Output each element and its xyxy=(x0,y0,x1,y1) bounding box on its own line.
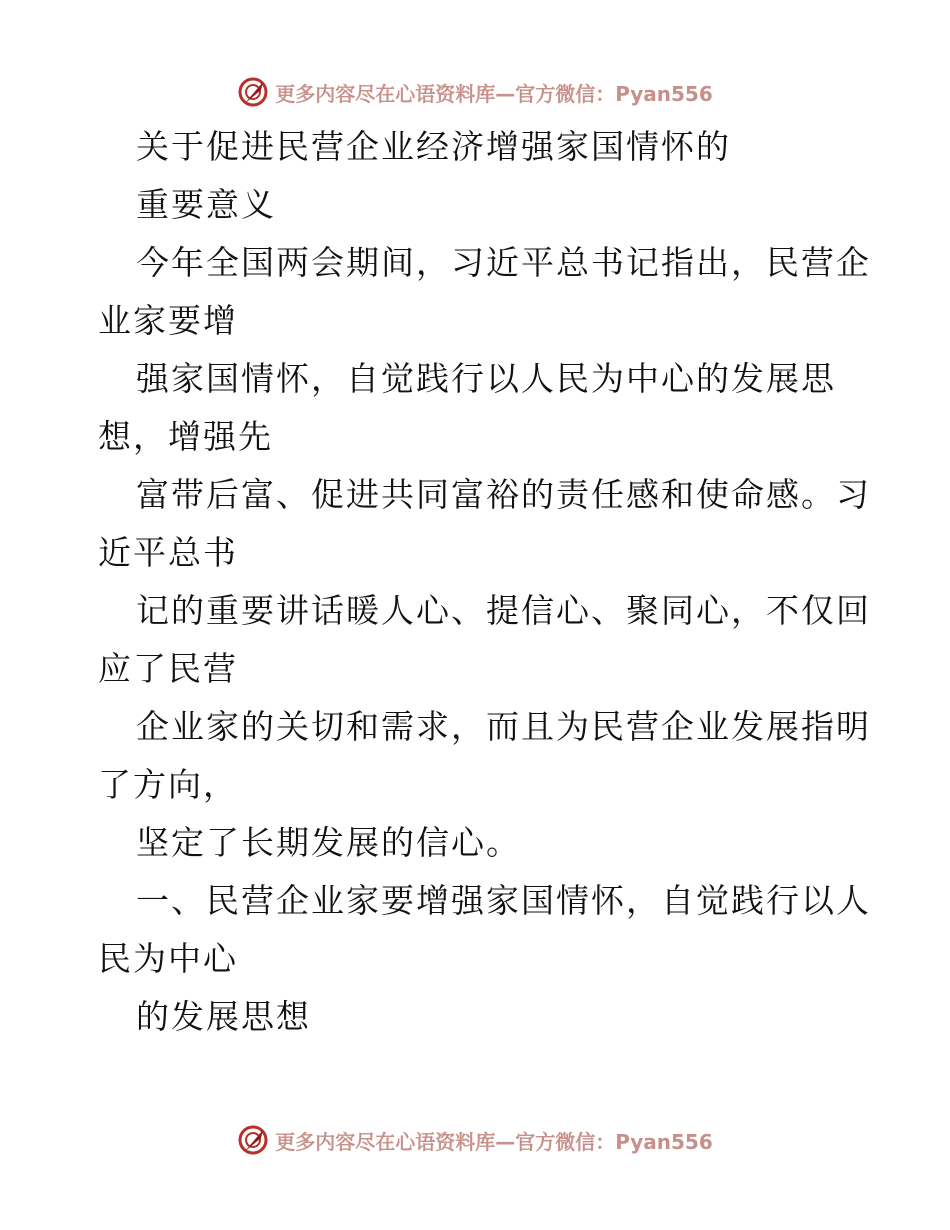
header-banner-text: 更多内容尽在心语资料库—官方微信：Pyan556 xyxy=(275,81,713,106)
text-line: 记的重要讲话暖人心、提信心、聚同心，不仅回 xyxy=(136,591,871,630)
text-line: 今年全国两会期间，习近平总书记指出，民营企 xyxy=(136,243,871,282)
text-line: 关于促进民营企业经济增强家国情怀的 xyxy=(136,127,731,166)
quill-logo-icon xyxy=(237,1124,269,1156)
text-line: 了方向， xyxy=(98,765,238,804)
text-line: 应了民营 xyxy=(98,649,238,688)
text-line: 一、民营企业家要增强家国情怀，自觉践行以人 xyxy=(136,881,871,920)
text-line: 重要意义 xyxy=(136,185,276,224)
text-line: 企业家的关切和需求，而且为民营企业发展指明 xyxy=(136,707,871,746)
quill-logo-icon xyxy=(237,76,269,108)
footer-banner-text: 更多内容尽在心语资料库—官方微信：Pyan556 xyxy=(275,1129,713,1154)
text-line: 的发展思想 xyxy=(136,997,311,1036)
text-line: 业家要增 xyxy=(98,301,238,340)
text-line: 坚定了长期发展的信心。 xyxy=(136,823,521,862)
text-line: 民为中心 xyxy=(98,939,238,978)
header-banner xyxy=(0,72,950,112)
text-line: 想，增强先 xyxy=(98,417,273,456)
footer-banner xyxy=(0,1120,950,1160)
document-body xyxy=(98,118,871,1046)
text-line: 强家国情怀，自觉践行以人民为中心的发展思 xyxy=(136,359,836,398)
text-line: 近平总书 xyxy=(98,533,238,572)
text-line: 富带后富、促进共同富裕的责任感和使命感。习 xyxy=(136,475,871,514)
